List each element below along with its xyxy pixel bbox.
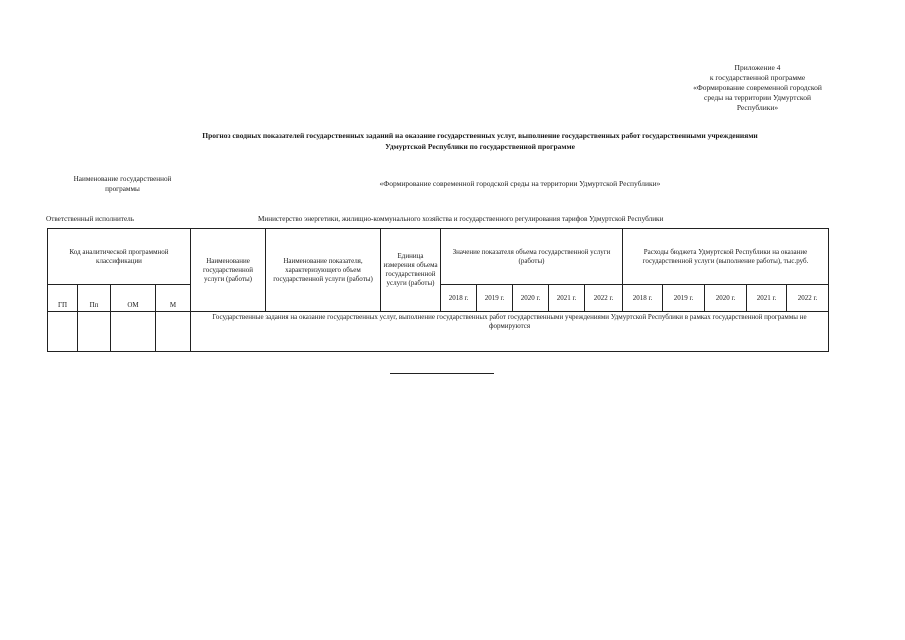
appendix-line: Республики» [736, 103, 779, 112]
budget-header: Расходы бюджета Удмуртской Республики на оказание государственной услуги (выполнение работы), тыс.руб. [623, 229, 829, 285]
volume-year: 2018 г. [441, 285, 477, 312]
volume-year: 2020 г. [513, 285, 549, 312]
document-title [120, 130, 840, 152]
budget-year: 2018 г. [623, 285, 663, 312]
executor-label: Ответственный исполнитель [46, 215, 134, 223]
program-label-line: Наименование государственной [73, 175, 172, 183]
appendix-line: Приложение 4 [734, 63, 781, 72]
empty-cell [48, 312, 78, 352]
appendix-line: среды на территории Удмуртской [704, 93, 811, 102]
code-col-pp: Пп [78, 285, 111, 312]
budget-year: 2021 г. [747, 285, 787, 312]
empty-cell [78, 312, 111, 352]
unit-header: Единица измерения объема государственной услуги (работы) [381, 229, 441, 312]
appendix-block [670, 63, 845, 113]
title-line: Удмуртской Республики по государственной программе [385, 142, 575, 151]
table-note: Государственные задания на оказание государственных услуг, выполнение государственных работ государственными учреждениями Удмуртской Республики в рамках государственной программы не формируются [191, 312, 829, 352]
empty-cell [156, 312, 191, 352]
table-row [48, 312, 829, 352]
code-header: Код аналитической программной классификации [48, 229, 191, 285]
code-col-om: ОМ [111, 285, 156, 312]
appendix-line: «Формирование современной городской [693, 83, 822, 92]
indicators-table [47, 228, 829, 352]
volume-header: Значение показателя объема государственной услуги (работы) [441, 229, 623, 285]
empty-cell [111, 312, 156, 352]
title-line: Прогноз сводных показателей государственных заданий на оказание государственных услуг, выполнение государственных работ государственными учреждениями [202, 131, 758, 140]
executor-value: Министерство энергетики, жилищно-коммунального хозяйства и государственного регулирования тарифов Удмуртской Республики [258, 215, 664, 223]
volume-year: 2019 г. [477, 285, 513, 312]
program-value: «Формирование современной городской среды на территории Удмуртской Республики» [379, 179, 661, 188]
program-label [50, 174, 195, 194]
budget-year: 2020 г. [705, 285, 747, 312]
code-col-m: М [156, 285, 191, 312]
code-col-gp: ГП [48, 285, 78, 312]
appendix-line: к государственной программе [709, 73, 806, 82]
table-header-row [48, 229, 829, 285]
volume-year: 2021 г. [549, 285, 585, 312]
volume-year: 2022 г. [585, 285, 623, 312]
indicator-name-header: Наименование показателя, характеризующего объем государственной услуги (работы) [266, 229, 381, 312]
signature-divider [390, 373, 494, 374]
service-name-header: Наименование государственной услуги (работы) [191, 229, 266, 312]
budget-year: 2022 г. [787, 285, 829, 312]
program-label-line: программы [105, 185, 140, 193]
budget-year: 2019 г. [663, 285, 705, 312]
